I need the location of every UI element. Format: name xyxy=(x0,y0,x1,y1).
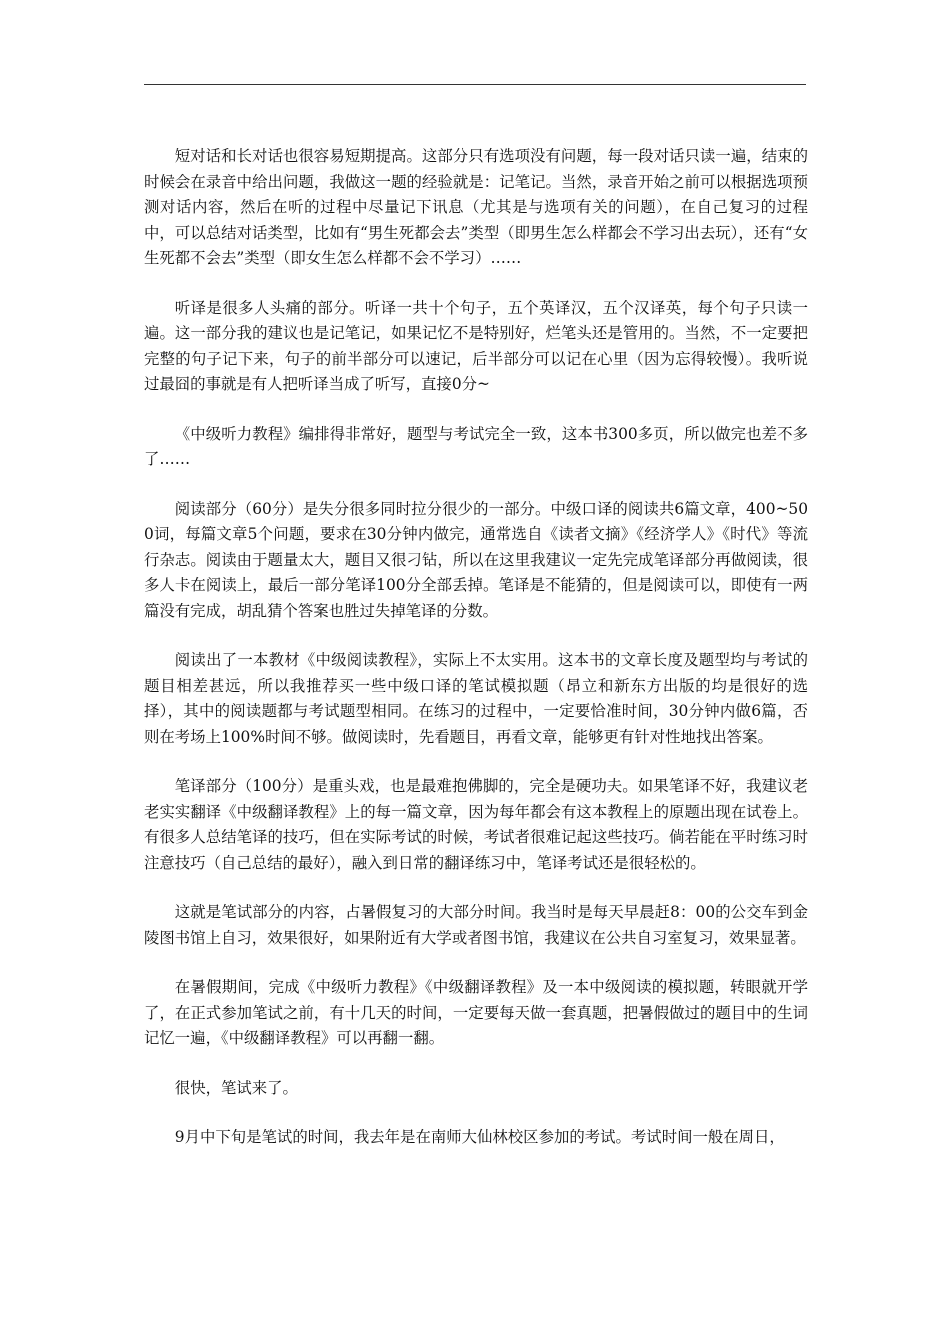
paragraph-reading-section: 阅读部分（60分）是失分很多同时拉分很少的一部分。中级口译的阅读共6篇文章，400~500词，每篇文章5个问题，要求在30分钟内做完，通常选自《读者文摘》《经济学人》《时代》等流行杂志。阅读由于题量太大，题目又很刁钻，所以在这里我建议一定先完成笔译部分再做阅读，很多人卡在阅读上，最后一部分笔译100分全部丢掉。笔译是不能猜的，但是阅读可以，即使有一两篇没有完成，胡乱猜个答案也胜过失掉笔译的分数。 xyxy=(144,499,808,620)
document-body xyxy=(144,144,808,1151)
paragraph-exam-time: 9月中下旬是笔试的时间，我去年是在南师大仙林校区参加的考试。考试时间一般在周日， xyxy=(174,1128,785,1146)
paragraph-listening-textbook: 《中级听力教程》编排得非常好，题型与考试完全一致，这本书300多页，所以做完也差不多了…… xyxy=(144,424,808,468)
paragraph-short-long-dialogue: 短对话和长对话也很容易短期提高。这部分只有选项没有问题，每一段对话只读一遍，结束的时候会在录音中给出问题，我做这一题的经验就是：记笔记。当然，录音开始之前可以根据选项预测对话内容，然后在听的过程中尽量记下讯息（尤其是与选项有关的问题），在自己复习的过程中，可以总结对话类型，比如有“男生死都会去”类型（即男生怎么样都会不学习出去玩），还有“女生死都不会去”类型（即女生怎么样都不会不学习）…… xyxy=(144,147,808,267)
paragraph-translation-section: 笔译部分（100分）是重头戏，也是最难抱佛脚的，完全是硬功夫。如果笔译不好，我建议老老实实翻译《中级翻译教程》上的每一篇文章，因为每年都会有这本教程上的原题出现在试卷上。有很多人总结笔译的技巧，但在实际考试的时候，考试者很难记起这些技巧。倘若能在平时练习时注意技巧（自己总结的最好），融入到日常的翻译练习中，笔译考试还是很轻松的。 xyxy=(144,777,808,872)
paragraph-listening-translation: 听译是很多人头痛的部分。听译一共十个句子，五个英译汉，五个汉译英，每个句子只读一遍。这一部分我的建议也是记笔记，如果记忆不是特别好，烂笔头还是管用的。当然，不一定要把完整的句子记下来，句子的前半部分可以速记，后半部分可以记在心里（因为忘得较慢）。我听说过最囧的事就是有人把听译当成了听写，直接0分~ xyxy=(144,298,808,393)
paragraph-reading-textbook: 阅读出了一本教材《中级阅读教程》，实际上不太实用。这本书的文章长度及题型均与考试的题目相差甚远，所以我推荐买一些中级口译的笔试模拟题（昂立和新东方出版的均是很好的选择），其中的阅读题都与考试题型相同。在练习的过程中，一定要恰准时间，30分钟内做6篇，否则在考场上100%时间不够。做阅读时，先看题目，再看文章，能够更有针对性地找出答案。 xyxy=(144,651,808,746)
header-rule xyxy=(144,84,806,85)
paragraph-study-routine: 这就是笔试部分的内容，占暑假复习的大部分时间。我当时是每天早晨赶8：00的公交车到金陵图书馆上自习，效果很好，如果附近有大学或者图书馆，我建议在公共自习室复习，效果显著。 xyxy=(144,903,808,947)
paragraph-summer-plan: 在暑假期间，完成《中级听力教程》《中级翻译教程》及一本中级阅读的模拟题，转眼就开学了，在正式参加笔试之前，有十几天的时间，一定要每天做一套真题，把暑假做过的题目中的生词记忆一遍，《中级翻译教程》可以再翻一翻。 xyxy=(144,978,808,1047)
paragraph-exam-coming: 很快，笔试来了。 xyxy=(174,1078,298,1097)
